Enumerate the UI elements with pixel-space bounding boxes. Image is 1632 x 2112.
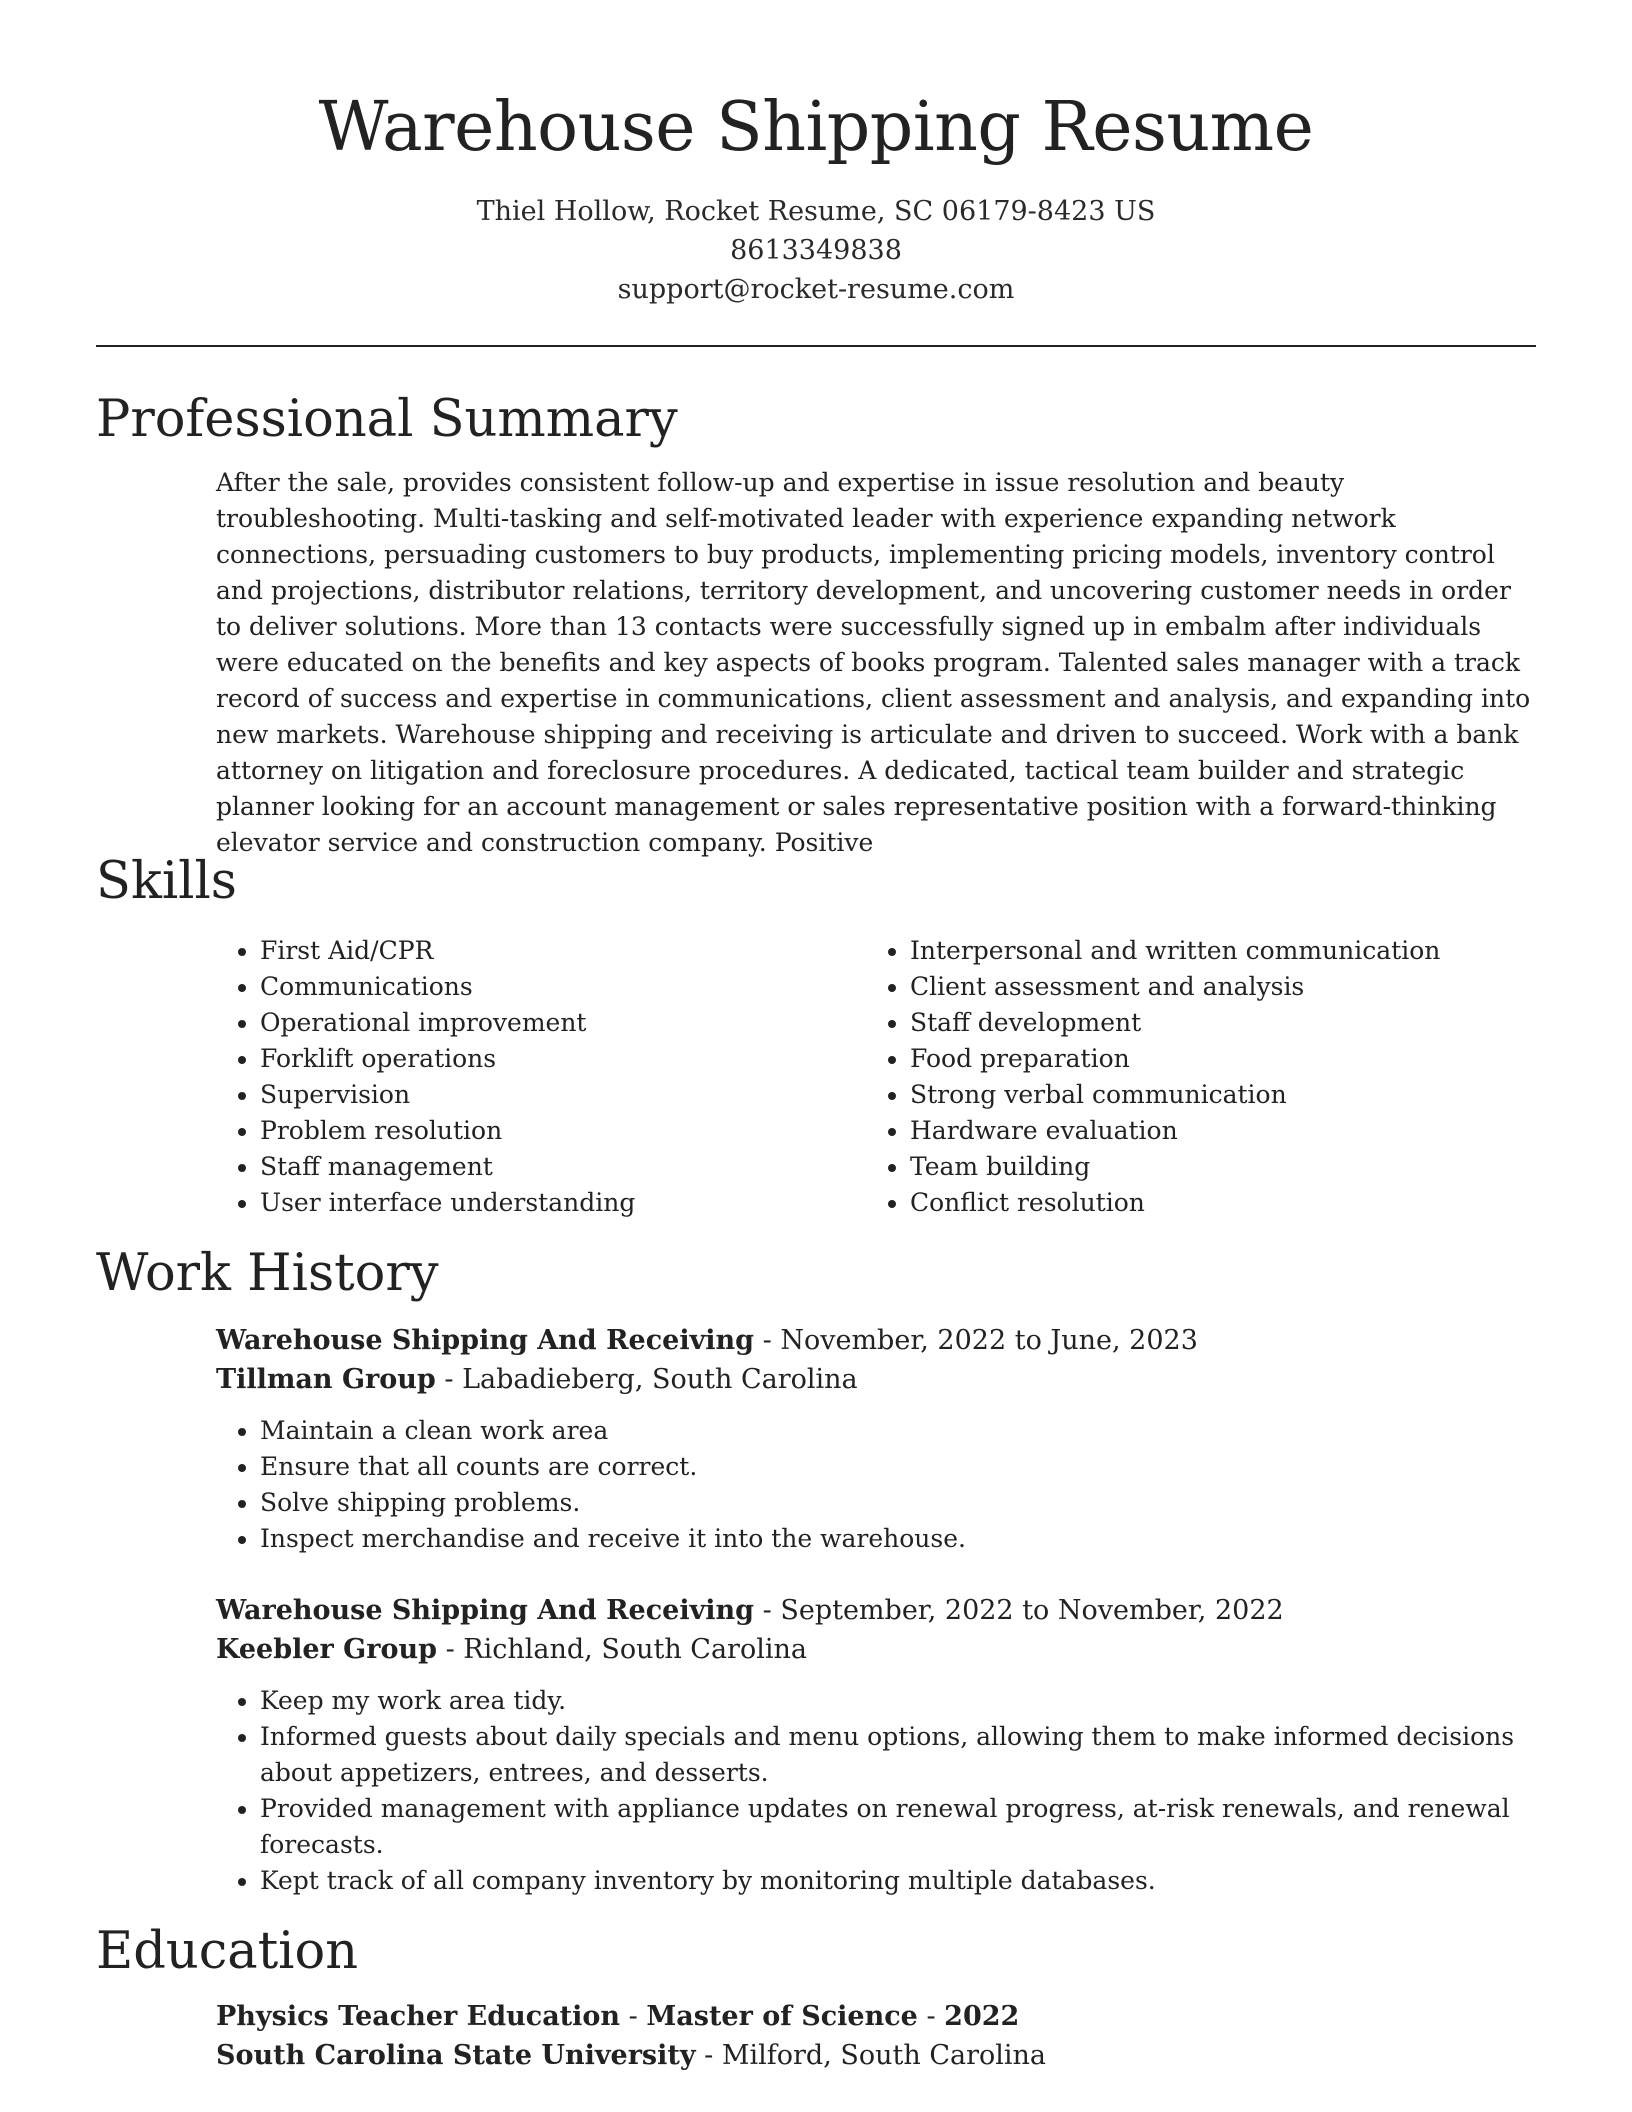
education-location: Milford, South Carolina [721,2040,1047,2071]
job-entry [216,1591,1536,1899]
job-company-line [216,1630,1536,1669]
summary-text: After the sale, provides consistent follow-up and expertise in issue resolution and beauty troubleshooting. Multi-tasking and self-motivated leader with experience expanding network connections, persuading customers to buy products, implementing pricing models, inventory control and projections, distributor relations, territory development, and uncovering customer needs in order to deliver solutions. More than 13 contacts were successfully signed up in embalm after individuals were educated on the benefits and key aspects of books program. Talented sales manager with a track record of success and expertise in communications, client assessment and analysis, and expanding into new markets. Warehouse shipping and receiving is articulate and driven to succeed. Work with a bank attorney on litigation and foreclosure procedures. A dedicated, tactical team builder and strategic planner looking for an account management or sales representative position with a forward-thinking elevator service and construction company. Positive [216,468,1531,857]
job-bullet: • Kept track of all company inventory by monitoring multiple databases. [260,1863,1536,1899]
summary-section [96,387,1536,857]
job-bullet: • Keep my work area tidy. [260,1683,1536,1719]
job-bullet: • Inspect merchandise and receive it into the warehouse. [260,1521,1536,1557]
job-bullet: • Ensure that all counts are correct. [260,1449,1536,1485]
skills-section [96,849,1536,1221]
skill-item: • Hardware evaluation [910,1113,1516,1149]
skill-item: • Staff management [260,1149,866,1185]
job-title-line [216,1321,1536,1360]
job-bullet: • Informed guests about daily specials and menu options, allowing them to make informed decisions about appetizers, entrees, and desserts. [260,1719,1536,1791]
job-bullet: • Solve shipping problems. [260,1485,1536,1521]
skill-item: • Operational improvement [260,1005,866,1041]
job-location: Labadieberg, South Carolina [462,1364,858,1395]
resume-title: Warehouse Shipping Resume [318,88,1314,167]
education-field: Physics Teacher Education [216,2001,621,2032]
job-bullet: • Maintain a clean work area [260,1413,1536,1449]
skill-item: • Forklift operations [260,1041,866,1077]
skill-item: • First Aid/CPR [260,933,866,969]
job-bullets [216,1683,1536,1899]
job-location: Richland, South Carolina [463,1634,807,1665]
skill-item: • Team building [910,1149,1516,1185]
resume-header [96,0,1536,309]
education-school-line [216,2036,1536,2075]
work-history-section [96,1241,1536,1899]
skill-item: • Strong verbal communication [910,1077,1516,1113]
separator: - [620,2001,647,2032]
job-dates: September, 2022 to November, 2022 [780,1595,1284,1626]
skill-item: • Staff development [910,1005,1516,1041]
separator: - [754,1595,781,1626]
job-dates: November, 2022 to June, 2023 [780,1325,1198,1356]
header-divider [96,345,1536,347]
skills-list-left [216,933,866,1221]
skill-item: • User interface understanding [260,1185,866,1221]
work-history-heading: Work History [96,1244,439,1303]
job-bullet: • Provided management with appliance updates on renewal progress, at-risk renewals, and renewal forecasts. [260,1791,1536,1863]
job-title: Warehouse Shipping And Receiving [216,1595,755,1626]
education-year: 2022 [944,2001,1020,2032]
contact-phone: 8613349838 [730,235,902,266]
separator: - [917,2001,945,2032]
job-bullets [216,1413,1536,1557]
education-heading: Education [96,1922,359,1981]
education-section [96,1919,1536,2075]
skill-item: • Supervision [260,1077,866,1113]
job-title: Warehouse Shipping And Receiving [216,1325,755,1356]
skills-list-right [866,933,1516,1221]
job-company: Keebler Group [216,1634,437,1665]
summary-heading: Professional Summary [96,390,678,449]
education-school: South Carolina State University [216,2040,696,2071]
job-company: Tillman Group [216,1364,436,1395]
separator: - [435,1364,463,1395]
contact-email: support@rocket-resume.com [617,274,1015,305]
separator: - [436,1634,464,1665]
separator: - [754,1325,781,1356]
contact-info [96,192,1536,309]
skill-item: • Interpersonal and written communication [910,933,1516,969]
skills-columns [216,933,1536,1221]
education-degree: Master of Science [646,2001,918,2032]
skill-item: • Conflict resolution [910,1185,1516,1221]
separator: - [695,2040,722,2071]
education-degree-line [216,1997,1536,2036]
skills-heading: Skills [96,852,237,911]
job-entry [216,1321,1536,1557]
education-entry [216,1997,1536,2075]
skill-item: • Client assessment and analysis [910,969,1516,1005]
skill-item: • Communications [260,969,866,1005]
skill-item: • Food preparation [910,1041,1516,1077]
contact-address: Thiel Hollow, Rocket Resume, SC 06179-8423 US [476,196,1156,227]
job-title-line [216,1591,1536,1630]
job-company-line [216,1360,1536,1399]
skill-item: • Problem resolution [260,1113,866,1149]
